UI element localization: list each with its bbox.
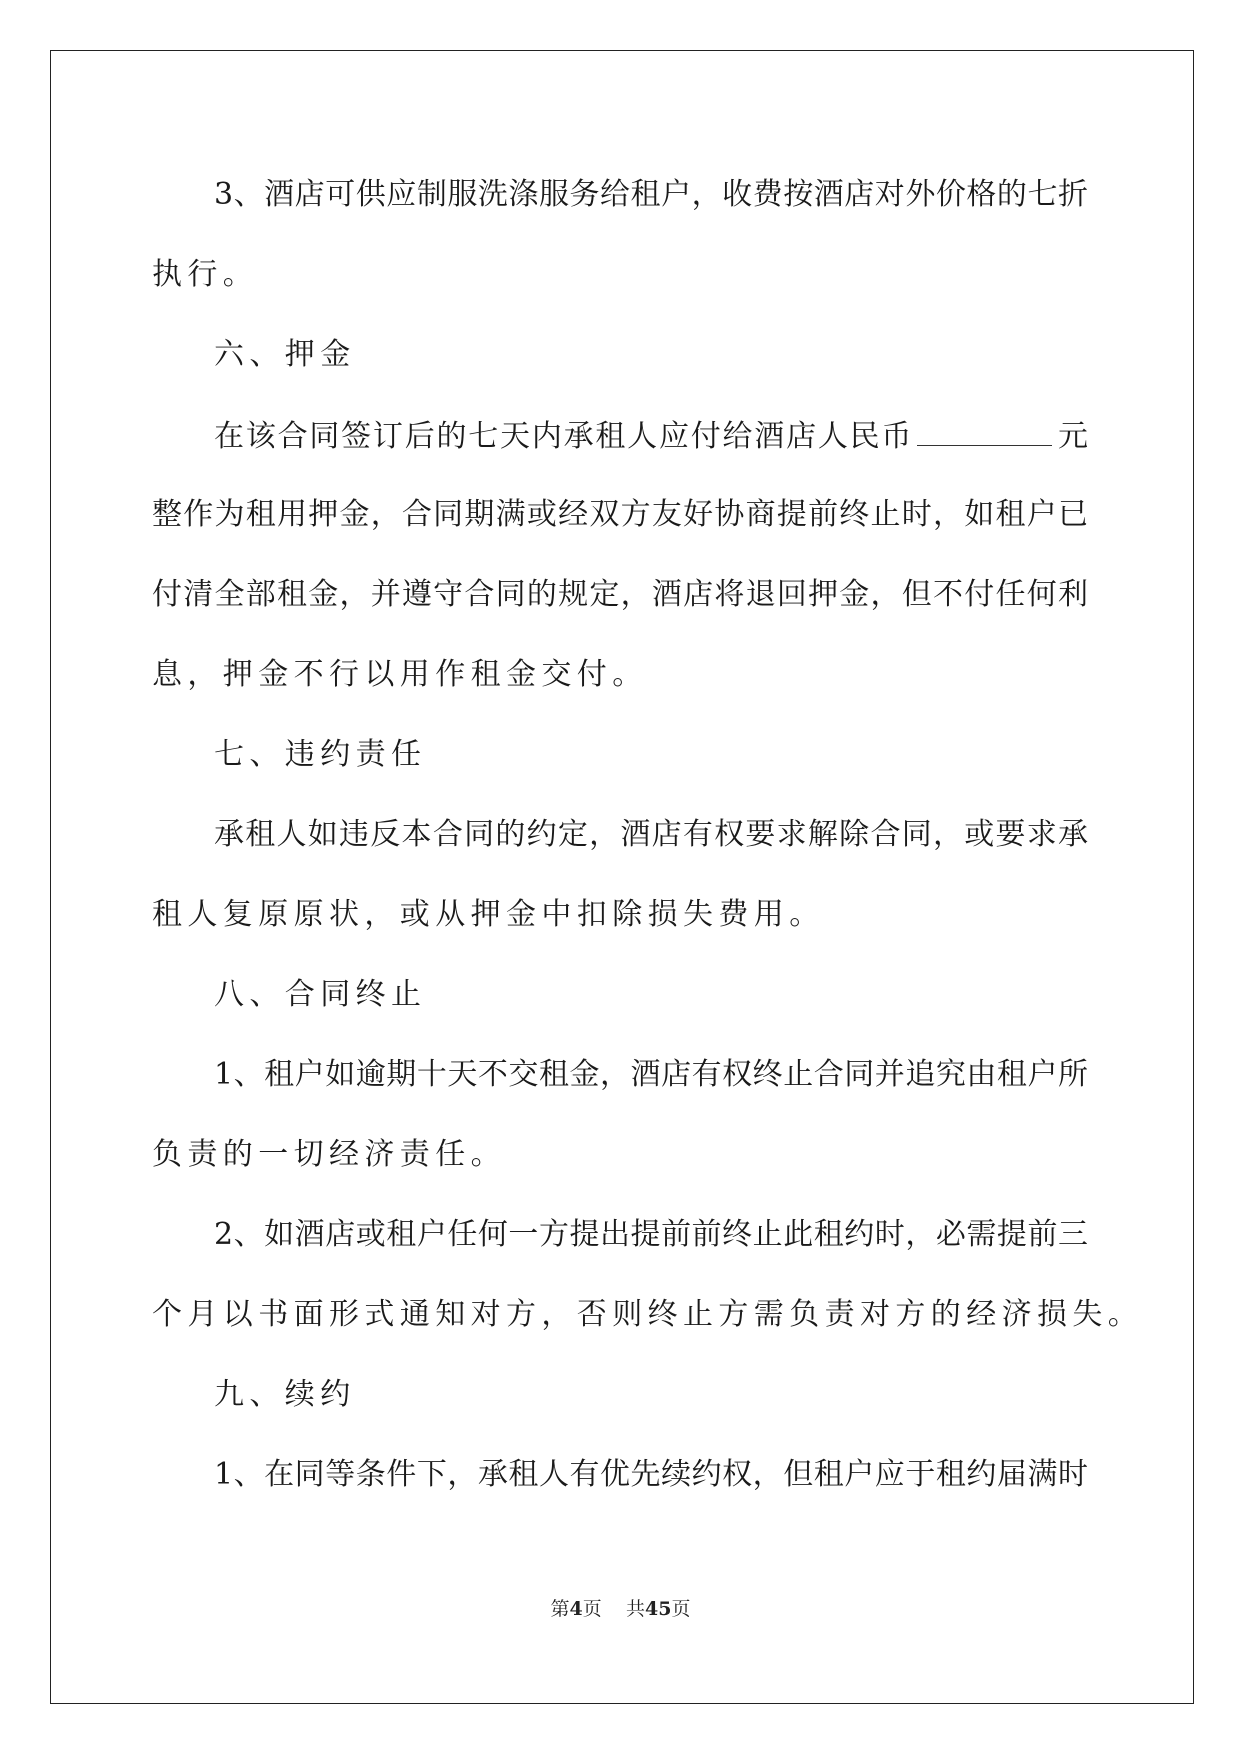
section-heading-9: 九、续约: [214, 1377, 356, 1412]
section-heading-8: 八、合同终止: [214, 977, 427, 1012]
paragraph-line: 整作为租用押金，合同期满或经双方友好协商提前终止时，如租户已: [152, 497, 1088, 532]
paragraph-line-with-blank: [214, 415, 1088, 457]
section-heading-7: 七、违约责任: [214, 737, 427, 772]
paragraph-line: 租人复原原状，或从押金中扣除损失费用。: [152, 897, 825, 932]
paragraph-line: 3、酒店可供应制服洗涤服务给租户，收费按酒店对外价格的七折: [214, 177, 1088, 212]
paragraph-line: 1、在同等条件下，承租人有优先续约权，但租户应于租约届满时: [214, 1457, 1088, 1492]
total-suffix: 页: [671, 1598, 691, 1620]
paragraph-line: 执行。: [152, 257, 259, 292]
paragraph-text: 元: [1056, 419, 1089, 454]
section-heading-6: 六、押金: [214, 337, 356, 372]
paragraph-line: 2、如酒店或租户任何一方提出提前前终止此租约时，必需提前三: [214, 1217, 1088, 1252]
paragraph-line: 息，押金不行以用作租金交付。: [152, 657, 648, 692]
paragraph-line: 1、租户如逾期十天不交租金，酒店有权终止合同并追究由租户所: [214, 1057, 1088, 1092]
paragraph-text: 在该合同签订后的七天内承租人应付给酒店人民币: [214, 419, 914, 454]
paragraph-line: 负责的一切经济责任。: [152, 1137, 506, 1172]
total-prefix: 共: [625, 1598, 645, 1620]
paragraph-line: 个月以书面形式通知对方，否则终止方需负责对方的经济损失。: [152, 1297, 1144, 1332]
page-footer: [0, 1594, 1241, 1621]
paragraph-line: 付清全部租金，并遵守合同的规定，酒店将退回押金，但不付任何利: [152, 577, 1088, 612]
page-prefix: 第: [550, 1598, 570, 1620]
paragraph-line: 承租人如违反本合同的约定，酒店有权要求解除合同，或要求承: [214, 817, 1088, 852]
page-number: 4: [569, 1598, 583, 1620]
page-suffix: 页: [582, 1598, 602, 1620]
fill-in-blank: [917, 415, 1052, 446]
total-pages: 45: [644, 1598, 672, 1620]
